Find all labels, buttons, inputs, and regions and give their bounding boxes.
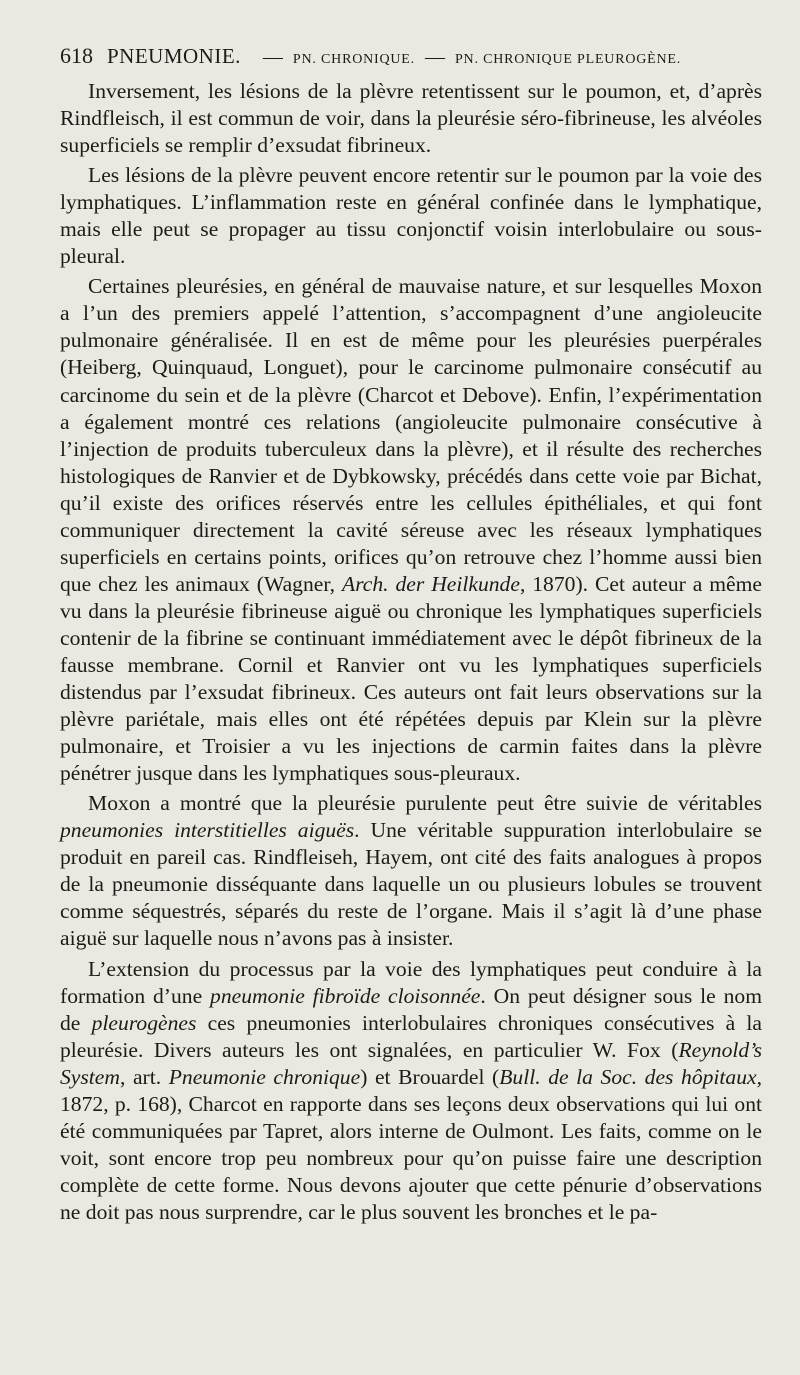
- text-segment: Certaines pleurésies, en général de mauvaise nature, et sur lesquelles Moxon a l’un des premiers appelé l’attention, s’accompagnent d’une angioleucite pulmonaire généralisée. Il en est de même pour les pleurésies puerpérales (Heiberg, Quinquaud, Longuet), pour le carcinome pulmonaire consécutif au carcinome du sein et de la plèvre (Charcot et Debove). Enfin, l’expérimentation a également montré ces relations (angioleucite pulmonaire consécutive à l’injection de produits tuberculeux dans la plèvre), et il résulte des recherches histologiques de Ranvier et de Dybkowsky, précédés dans cette voie par Bichat, qu’il existe des orifices réservés entre les cellules épithéliales, et qui font communiquer directement la cavité séreuse avec les réseaux lymphatiques superficiels en certains points, orifices qu’on retrouve chez l’homme aussi bien que chez les animaux (Wagner,: [60, 274, 762, 596]
- text-segment: ces pneumonies interlobulaires chroniques consécutives à la pleurésie. Divers auteurs les ont signalées, en particulier W. Fox (: [60, 1010, 763, 1062]
- header-separator: —: [424, 46, 445, 68]
- italic-text: pneumonie fibroïde cloisonnée: [210, 983, 481, 1008]
- italic-text: pneumonies interstitielles aiguës: [60, 818, 355, 843]
- paragraph: [60, 956, 762, 1226]
- italic-text: Reynold’s System: [60, 1037, 762, 1089]
- body-text: [60, 78, 762, 1226]
- text-segment: , 1872, p. 168), Charcot en rapporte dans ses leçons deux observations qui lui ont été communiquées par Tapret, alors interne de Oulmont. Les faits, comme on le voit, sont encore trop peu nombreux pour qu’on puisse faire une description complète de cette forme. Nous devons ajouter que cette pénurie d’observations ne doit pas nous surprendre, car le plus souvent les bronches et le pa-: [60, 1064, 763, 1224]
- paragraph: [60, 162, 762, 270]
- text-segment: ) et Brouardel (: [360, 1064, 500, 1089]
- text-segment: Moxon a montré que la pleurésie purulente peut être suivie de véritables: [88, 791, 762, 816]
- text-segment: Inversement, les lésions de la plèvre retentissent sur le poumon, et, d’après Rindfleisch, il est commun de voir, dans la pleurésie séro-fibrineuse, les alvéoles superficiels se remplir d’exsudat fibrineux.: [60, 79, 762, 158]
- page-number: 618: [60, 43, 93, 68]
- running-section-1: PN. CHRONIQUE.: [292, 52, 415, 67]
- text-segment: , 1870). Cet auteur a même vu dans la pleurésie fibrineuse aiguë ou chronique les lymphatiques superficiels contenir de la fibrine se continuant immédiatement avec le dépôt fibrineux de la fausse membrane. Cornil et Ranvier ont vu les lymphatiques superficiels distendus par l’exsudat fibrineux. Ces auteurs ont fait leurs observations sur la plèvre pariétale, mais elles ont été répétées depuis par Klein sur la plèvre pulmonaire, et Troisier a vu les injections de carmin faites dans la plèvre pénétrer jusque dans les lymphatiques sous-pleuraux.: [60, 571, 762, 786]
- text-segment: . On peut désigner sous le nom de: [60, 983, 763, 1035]
- italic-text: Bull. de la Soc. des hôpitaux: [499, 1064, 757, 1089]
- text-segment: Les lésions de la plèvre peuvent encore retentir sur le poumon par la voie des lymphatiques. L’inflammation reste en général confinée dans le lymphatique, mais elle peut se propager au tissu conjonctif voisin interlobulaire ou sous-pleural.: [60, 163, 762, 269]
- running-section-2: PN. CHRONIQUE PLEUROGÈNE.: [454, 52, 682, 67]
- paragraph: [60, 78, 762, 159]
- text-segment: , art.: [119, 1064, 169, 1089]
- text-segment: L’extension du processus par la voie des lymphatiques peut conduire à la formation d’une: [60, 956, 762, 1008]
- running-head: [60, 34, 762, 78]
- paragraph: [60, 273, 762, 787]
- italic-text: Pneumonie chronique: [168, 1064, 361, 1089]
- text-segment: . Une véritable suppuration interlobulaire se produit en pareil cas. Rindfleiseh, Hayem, ont cité des faits analogues à propos de la pneumonie disséquante dans laquelle un ou plusieurs lobules se trouvent comme séquestrés, séparés du reste de l’organe. Mais il s’agit là d’une phase aiguë sur laquelle nous n’avons pas à insister.: [60, 818, 762, 951]
- italic-text: Arch. der Heilkunde: [342, 571, 520, 596]
- header-separator: —: [262, 46, 283, 68]
- italic-text: pleurogènes: [91, 1010, 197, 1035]
- paragraph: [60, 790, 762, 952]
- running-title: PNEUMONIE.: [107, 44, 241, 68]
